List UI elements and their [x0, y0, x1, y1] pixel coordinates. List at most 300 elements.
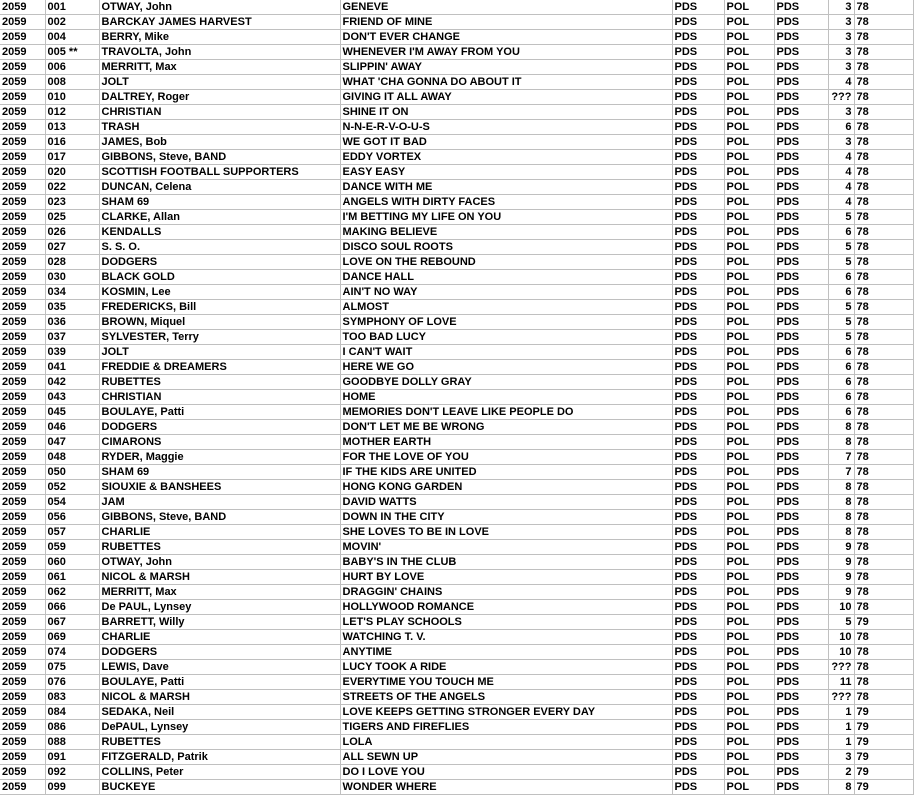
position-cell[interactable]: 8 — [828, 480, 854, 495]
series-cell[interactable]: 2059 — [0, 465, 45, 480]
title-cell[interactable]: DON'T LET ME BE WRONG — [340, 420, 672, 435]
number-cell[interactable]: 054 — [45, 495, 99, 510]
label3-cell[interactable]: PDS — [774, 345, 828, 360]
label2-cell[interactable]: POL — [724, 735, 774, 750]
label1-cell[interactable]: PDS — [672, 525, 724, 540]
label2-cell[interactable]: POL — [724, 360, 774, 375]
label1-cell[interactable]: PDS — [672, 765, 724, 780]
label3-cell[interactable]: PDS — [774, 270, 828, 285]
year-cell[interactable]: 78 — [854, 540, 913, 555]
artist-cell[interactable]: DePAUL, Lynsey — [99, 720, 340, 735]
series-cell[interactable]: 2059 — [0, 300, 45, 315]
table-row[interactable] — [0, 210, 913, 225]
number-cell[interactable]: 008 — [45, 75, 99, 90]
year-cell[interactable]: 79 — [854, 615, 913, 630]
artist-cell[interactable]: CHRISTIAN — [99, 105, 340, 120]
label2-cell[interactable]: POL — [724, 30, 774, 45]
label3-cell[interactable]: PDS — [774, 660, 828, 675]
table-row[interactable] — [0, 495, 913, 510]
number-cell[interactable]: 017 — [45, 150, 99, 165]
number-cell[interactable]: 006 — [45, 60, 99, 75]
label3-cell[interactable]: PDS — [774, 600, 828, 615]
label1-cell[interactable]: PDS — [672, 630, 724, 645]
year-cell[interactable]: 78 — [854, 330, 913, 345]
label3-cell[interactable]: PDS — [774, 135, 828, 150]
title-cell[interactable]: GENEVE — [340, 0, 672, 15]
number-cell[interactable]: 045 — [45, 405, 99, 420]
title-cell[interactable]: DOWN IN THE CITY — [340, 510, 672, 525]
label2-cell[interactable]: POL — [724, 225, 774, 240]
label2-cell[interactable]: POL — [724, 480, 774, 495]
artist-cell[interactable]: SHAM 69 — [99, 465, 340, 480]
series-cell[interactable]: 2059 — [0, 270, 45, 285]
number-cell[interactable]: 010 — [45, 90, 99, 105]
table-row[interactable] — [0, 0, 913, 15]
artist-cell[interactable]: BARCKAY JAMES HARVEST — [99, 15, 340, 30]
position-cell[interactable]: 4 — [828, 75, 854, 90]
year-cell[interactable]: 78 — [854, 585, 913, 600]
label1-cell[interactable]: PDS — [672, 30, 724, 45]
number-cell[interactable]: 001 — [45, 0, 99, 15]
label2-cell[interactable]: POL — [724, 780, 774, 795]
artist-cell[interactable]: BOULAYE, Patti — [99, 675, 340, 690]
position-cell[interactable]: 4 — [828, 180, 854, 195]
number-cell[interactable]: 043 — [45, 390, 99, 405]
title-cell[interactable]: STREETS OF THE ANGELS — [340, 690, 672, 705]
label2-cell[interactable]: POL — [724, 630, 774, 645]
label1-cell[interactable]: PDS — [672, 405, 724, 420]
series-cell[interactable]: 2059 — [0, 240, 45, 255]
artist-cell[interactable]: SEDAKA, Neil — [99, 705, 340, 720]
title-cell[interactable]: HONG KONG GARDEN — [340, 480, 672, 495]
number-cell[interactable]: 047 — [45, 435, 99, 450]
label3-cell[interactable]: PDS — [774, 90, 828, 105]
number-cell[interactable]: 023 — [45, 195, 99, 210]
title-cell[interactable]: ANYTIME — [340, 645, 672, 660]
label2-cell[interactable]: POL — [724, 405, 774, 420]
position-cell[interactable]: 8 — [828, 780, 854, 795]
series-cell[interactable]: 2059 — [0, 15, 45, 30]
title-cell[interactable]: TIGERS AND FIREFLIES — [340, 720, 672, 735]
title-cell[interactable]: BABY'S IN THE CLUB — [340, 555, 672, 570]
number-cell[interactable]: 061 — [45, 570, 99, 585]
label2-cell[interactable]: POL — [724, 375, 774, 390]
label3-cell[interactable]: PDS — [774, 435, 828, 450]
artist-cell[interactable]: JAMES, Bob — [99, 135, 340, 150]
position-cell[interactable]: 5 — [828, 300, 854, 315]
position-cell[interactable]: 4 — [828, 195, 854, 210]
table-row[interactable] — [0, 360, 913, 375]
year-cell[interactable]: 78 — [854, 690, 913, 705]
series-cell[interactable]: 2059 — [0, 405, 45, 420]
label3-cell[interactable]: PDS — [774, 615, 828, 630]
table-row[interactable] — [0, 525, 913, 540]
title-cell[interactable]: WHENEVER I'M AWAY FROM YOU — [340, 45, 672, 60]
number-cell[interactable]: 067 — [45, 615, 99, 630]
series-cell[interactable]: 2059 — [0, 120, 45, 135]
artist-cell[interactable]: DALTREY, Roger — [99, 90, 340, 105]
table-row[interactable] — [0, 15, 913, 30]
label3-cell[interactable]: PDS — [774, 585, 828, 600]
title-cell[interactable]: LOVE KEEPS GETTING STRONGER EVERY DAY — [340, 705, 672, 720]
label3-cell[interactable]: PDS — [774, 450, 828, 465]
table-row[interactable] — [0, 195, 913, 210]
title-cell[interactable]: DANCE WITH ME — [340, 180, 672, 195]
number-cell[interactable]: 083 — [45, 690, 99, 705]
series-cell[interactable]: 2059 — [0, 630, 45, 645]
label1-cell[interactable]: PDS — [672, 555, 724, 570]
title-cell[interactable]: ALMOST — [340, 300, 672, 315]
number-cell[interactable]: 004 — [45, 30, 99, 45]
position-cell[interactable]: 6 — [828, 390, 854, 405]
number-cell[interactable]: 048 — [45, 450, 99, 465]
number-cell[interactable]: 052 — [45, 480, 99, 495]
label3-cell[interactable]: PDS — [774, 390, 828, 405]
label1-cell[interactable]: PDS — [672, 780, 724, 795]
number-cell[interactable]: 016 — [45, 135, 99, 150]
title-cell[interactable]: LOVE ON THE REBOUND — [340, 255, 672, 270]
table-row[interactable] — [0, 390, 913, 405]
year-cell[interactable]: 78 — [854, 75, 913, 90]
number-cell[interactable]: 034 — [45, 285, 99, 300]
label1-cell[interactable]: PDS — [672, 480, 724, 495]
artist-cell[interactable]: NICOL & MARSH — [99, 570, 340, 585]
series-cell[interactable]: 2059 — [0, 345, 45, 360]
series-cell[interactable]: 2059 — [0, 735, 45, 750]
artist-cell[interactable]: LEWIS, Dave — [99, 660, 340, 675]
artist-cell[interactable]: BARRETT, Willy — [99, 615, 340, 630]
artist-cell[interactable]: BERRY, Mike — [99, 30, 340, 45]
label1-cell[interactable]: PDS — [672, 735, 724, 750]
artist-cell[interactable]: De PAUL, Lynsey — [99, 600, 340, 615]
artist-cell[interactable]: GIBBONS, Steve, BAND — [99, 510, 340, 525]
series-cell[interactable]: 2059 — [0, 45, 45, 60]
title-cell[interactable]: ALL SEWN UP — [340, 750, 672, 765]
label1-cell[interactable]: PDS — [672, 600, 724, 615]
label1-cell[interactable]: PDS — [672, 510, 724, 525]
table-row[interactable] — [0, 300, 913, 315]
label3-cell[interactable]: PDS — [774, 210, 828, 225]
title-cell[interactable]: TOO BAD LUCY — [340, 330, 672, 345]
number-cell[interactable]: 084 — [45, 705, 99, 720]
label3-cell[interactable]: PDS — [774, 555, 828, 570]
title-cell[interactable]: DO I LOVE YOU — [340, 765, 672, 780]
number-cell[interactable]: 027 — [45, 240, 99, 255]
title-cell[interactable]: MOTHER EARTH — [340, 435, 672, 450]
year-cell[interactable]: 79 — [854, 735, 913, 750]
title-cell[interactable]: IF THE KIDS ARE UNITED — [340, 465, 672, 480]
label3-cell[interactable]: PDS — [774, 645, 828, 660]
label3-cell[interactable]: PDS — [774, 690, 828, 705]
position-cell[interactable]: 5 — [828, 315, 854, 330]
year-cell[interactable]: 78 — [854, 45, 913, 60]
position-cell[interactable]: 5 — [828, 210, 854, 225]
label3-cell[interactable]: PDS — [774, 285, 828, 300]
number-cell[interactable]: 086 — [45, 720, 99, 735]
label2-cell[interactable]: POL — [724, 345, 774, 360]
label2-cell[interactable]: POL — [724, 240, 774, 255]
label2-cell[interactable]: POL — [724, 390, 774, 405]
artist-cell[interactable]: RYDER, Maggie — [99, 450, 340, 465]
position-cell[interactable]: 6 — [828, 405, 854, 420]
table-row[interactable] — [0, 285, 913, 300]
label1-cell[interactable]: PDS — [672, 180, 724, 195]
table-row[interactable] — [0, 780, 913, 795]
table-row[interactable] — [0, 105, 913, 120]
label3-cell[interactable]: PDS — [774, 120, 828, 135]
label3-cell[interactable]: PDS — [774, 465, 828, 480]
number-cell[interactable]: 069 — [45, 630, 99, 645]
artist-cell[interactable]: JOLT — [99, 345, 340, 360]
artist-cell[interactable]: CHRISTIAN — [99, 390, 340, 405]
series-cell[interactable]: 2059 — [0, 600, 45, 615]
title-cell[interactable]: N-N-E-R-V-O-U-S — [340, 120, 672, 135]
number-cell[interactable]: 075 — [45, 660, 99, 675]
label1-cell[interactable]: PDS — [672, 195, 724, 210]
artist-cell[interactable]: TRASH — [99, 120, 340, 135]
number-cell[interactable]: 026 — [45, 225, 99, 240]
position-cell[interactable]: 9 — [828, 585, 854, 600]
title-cell[interactable]: LET'S PLAY SCHOOLS — [340, 615, 672, 630]
table-row[interactable] — [0, 570, 913, 585]
position-cell[interactable]: ??? — [828, 660, 854, 675]
table-row[interactable] — [0, 765, 913, 780]
year-cell[interactable]: 78 — [854, 600, 913, 615]
artist-cell[interactable]: BLACK GOLD — [99, 270, 340, 285]
number-cell[interactable]: 076 — [45, 675, 99, 690]
year-cell[interactable]: 78 — [854, 510, 913, 525]
table-row[interactable] — [0, 675, 913, 690]
label2-cell[interactable]: POL — [724, 315, 774, 330]
label1-cell[interactable]: PDS — [672, 585, 724, 600]
label2-cell[interactable]: POL — [724, 765, 774, 780]
title-cell[interactable]: AIN'T NO WAY — [340, 285, 672, 300]
table-row[interactable] — [0, 405, 913, 420]
title-cell[interactable]: SHINE IT ON — [340, 105, 672, 120]
artist-cell[interactable]: BROWN, Miquel — [99, 315, 340, 330]
year-cell[interactable]: 78 — [854, 90, 913, 105]
label2-cell[interactable]: POL — [724, 525, 774, 540]
position-cell[interactable]: 8 — [828, 510, 854, 525]
title-cell[interactable]: FOR THE LOVE OF YOU — [340, 450, 672, 465]
title-cell[interactable]: HERE WE GO — [340, 360, 672, 375]
table-row[interactable] — [0, 180, 913, 195]
year-cell[interactable]: 78 — [854, 660, 913, 675]
artist-cell[interactable]: KOSMIN, Lee — [99, 285, 340, 300]
table-row[interactable] — [0, 225, 913, 240]
position-cell[interactable]: 3 — [828, 0, 854, 15]
label2-cell[interactable]: POL — [724, 60, 774, 75]
label3-cell[interactable]: PDS — [774, 15, 828, 30]
artist-cell[interactable]: BUCKEYE — [99, 780, 340, 795]
title-cell[interactable]: HURT BY LOVE — [340, 570, 672, 585]
number-cell[interactable]: 059 — [45, 540, 99, 555]
label2-cell[interactable]: POL — [724, 495, 774, 510]
number-cell[interactable]: 022 — [45, 180, 99, 195]
table-row[interactable] — [0, 375, 913, 390]
number-cell[interactable]: 037 — [45, 330, 99, 345]
label2-cell[interactable]: POL — [724, 45, 774, 60]
label3-cell[interactable]: PDS — [774, 195, 828, 210]
title-cell[interactable]: WATCHING T. V. — [340, 630, 672, 645]
label1-cell[interactable]: PDS — [672, 60, 724, 75]
number-cell[interactable]: 066 — [45, 600, 99, 615]
label3-cell[interactable]: PDS — [774, 375, 828, 390]
number-cell[interactable]: 046 — [45, 420, 99, 435]
table-row[interactable] — [0, 120, 913, 135]
series-cell[interactable]: 2059 — [0, 195, 45, 210]
title-cell[interactable]: SYMPHONY OF LOVE — [340, 315, 672, 330]
label2-cell[interactable]: POL — [724, 600, 774, 615]
position-cell[interactable]: 7 — [828, 465, 854, 480]
table-row[interactable] — [0, 510, 913, 525]
label2-cell[interactable]: POL — [724, 720, 774, 735]
series-cell[interactable]: 2059 — [0, 570, 45, 585]
label1-cell[interactable]: PDS — [672, 675, 724, 690]
label2-cell[interactable]: POL — [724, 705, 774, 720]
label2-cell[interactable]: POL — [724, 165, 774, 180]
series-cell[interactable]: 2059 — [0, 135, 45, 150]
series-cell[interactable]: 2059 — [0, 435, 45, 450]
label2-cell[interactable]: POL — [724, 255, 774, 270]
artist-cell[interactable]: RUBETTES — [99, 375, 340, 390]
artist-cell[interactable]: JOLT — [99, 75, 340, 90]
label3-cell[interactable]: PDS — [774, 525, 828, 540]
number-cell[interactable]: 074 — [45, 645, 99, 660]
title-cell[interactable]: LOLA — [340, 735, 672, 750]
year-cell[interactable]: 78 — [854, 630, 913, 645]
label3-cell[interactable]: PDS — [774, 765, 828, 780]
position-cell[interactable]: 11 — [828, 675, 854, 690]
label2-cell[interactable]: POL — [724, 330, 774, 345]
position-cell[interactable]: 1 — [828, 705, 854, 720]
year-cell[interactable]: 78 — [854, 0, 913, 15]
number-cell[interactable]: 028 — [45, 255, 99, 270]
label3-cell[interactable]: PDS — [774, 300, 828, 315]
position-cell[interactable]: 8 — [828, 435, 854, 450]
label1-cell[interactable]: PDS — [672, 615, 724, 630]
label1-cell[interactable]: PDS — [672, 255, 724, 270]
table-row[interactable] — [0, 720, 913, 735]
year-cell[interactable]: 79 — [854, 705, 913, 720]
label1-cell[interactable]: PDS — [672, 225, 724, 240]
series-cell[interactable]: 2059 — [0, 510, 45, 525]
title-cell[interactable]: DANCE HALL — [340, 270, 672, 285]
table-row[interactable] — [0, 450, 913, 465]
label1-cell[interactable]: PDS — [672, 105, 724, 120]
table-row[interactable] — [0, 165, 913, 180]
year-cell[interactable]: 79 — [854, 765, 913, 780]
title-cell[interactable]: WHAT 'CHA GONNA DO ABOUT IT — [340, 75, 672, 90]
table-row[interactable] — [0, 255, 913, 270]
artist-cell[interactable]: MERRITT, Max — [99, 60, 340, 75]
artist-cell[interactable]: CHARLIE — [99, 630, 340, 645]
series-cell[interactable]: 2059 — [0, 30, 45, 45]
label2-cell[interactable]: POL — [724, 660, 774, 675]
number-cell[interactable]: 030 — [45, 270, 99, 285]
label2-cell[interactable]: POL — [724, 15, 774, 30]
table-row[interactable] — [0, 735, 913, 750]
series-cell[interactable]: 2059 — [0, 660, 45, 675]
label3-cell[interactable]: PDS — [774, 480, 828, 495]
label1-cell[interactable]: PDS — [672, 750, 724, 765]
title-cell[interactable]: MAKING BELIEVE — [340, 225, 672, 240]
label1-cell[interactable]: PDS — [672, 720, 724, 735]
table-row[interactable] — [0, 135, 913, 150]
title-cell[interactable]: GOODBYE DOLLY GRAY — [340, 375, 672, 390]
label2-cell[interactable]: POL — [724, 420, 774, 435]
number-cell[interactable]: 057 — [45, 525, 99, 540]
label2-cell[interactable]: POL — [724, 435, 774, 450]
position-cell[interactable]: 3 — [828, 750, 854, 765]
label1-cell[interactable]: PDS — [672, 210, 724, 225]
label1-cell[interactable]: PDS — [672, 315, 724, 330]
table-row[interactable] — [0, 585, 913, 600]
label1-cell[interactable]: PDS — [672, 0, 724, 15]
artist-cell[interactable]: DODGERS — [99, 420, 340, 435]
series-cell[interactable]: 2059 — [0, 480, 45, 495]
title-cell[interactable]: FRIEND OF MINE — [340, 15, 672, 30]
year-cell[interactable]: 78 — [854, 300, 913, 315]
label3-cell[interactable]: PDS — [774, 720, 828, 735]
label2-cell[interactable]: POL — [724, 645, 774, 660]
title-cell[interactable]: MEMORIES DON'T LEAVE LIKE PEOPLE DO — [340, 405, 672, 420]
number-cell[interactable]: 012 — [45, 105, 99, 120]
series-cell[interactable]: 2059 — [0, 615, 45, 630]
label3-cell[interactable]: PDS — [774, 225, 828, 240]
position-cell[interactable]: 1 — [828, 735, 854, 750]
position-cell[interactable]: ??? — [828, 90, 854, 105]
table-row[interactable] — [0, 420, 913, 435]
label1-cell[interactable]: PDS — [672, 660, 724, 675]
position-cell[interactable]: ??? — [828, 690, 854, 705]
series-cell[interactable]: 2059 — [0, 150, 45, 165]
title-cell[interactable]: DISCO SOUL ROOTS — [340, 240, 672, 255]
position-cell[interactable]: 8 — [828, 525, 854, 540]
artist-cell[interactable]: MERRITT, Max — [99, 585, 340, 600]
year-cell[interactable]: 78 — [854, 315, 913, 330]
label2-cell[interactable]: POL — [724, 105, 774, 120]
number-cell[interactable]: 035 — [45, 300, 99, 315]
series-cell[interactable]: 2059 — [0, 675, 45, 690]
label1-cell[interactable]: PDS — [672, 300, 724, 315]
artist-cell[interactable]: CLARKE, Allan — [99, 210, 340, 225]
artist-cell[interactable]: SCOTTISH FOOTBALL SUPPORTERS — [99, 165, 340, 180]
year-cell[interactable]: 78 — [854, 150, 913, 165]
label2-cell[interactable]: POL — [724, 450, 774, 465]
year-cell[interactable]: 79 — [854, 750, 913, 765]
title-cell[interactable]: I'M BETTING MY LIFE ON YOU — [340, 210, 672, 225]
label1-cell[interactable]: PDS — [672, 90, 724, 105]
label1-cell[interactable]: PDS — [672, 495, 724, 510]
number-cell[interactable]: 050 — [45, 465, 99, 480]
artist-cell[interactable]: FREDERICKS, Bill — [99, 300, 340, 315]
title-cell[interactable]: MOVIN' — [340, 540, 672, 555]
label3-cell[interactable]: PDS — [774, 45, 828, 60]
series-cell[interactable]: 2059 — [0, 390, 45, 405]
series-cell[interactable]: 2059 — [0, 75, 45, 90]
series-cell[interactable]: 2059 — [0, 690, 45, 705]
title-cell[interactable]: HOLLYWOOD ROMANCE — [340, 600, 672, 615]
artist-cell[interactable]: SYLVESTER, Terry — [99, 330, 340, 345]
label1-cell[interactable]: PDS — [672, 375, 724, 390]
artist-cell[interactable]: CHARLIE — [99, 525, 340, 540]
label2-cell[interactable]: POL — [724, 195, 774, 210]
year-cell[interactable]: 78 — [854, 345, 913, 360]
position-cell[interactable]: 6 — [828, 375, 854, 390]
year-cell[interactable]: 78 — [854, 405, 913, 420]
label2-cell[interactable]: POL — [724, 750, 774, 765]
